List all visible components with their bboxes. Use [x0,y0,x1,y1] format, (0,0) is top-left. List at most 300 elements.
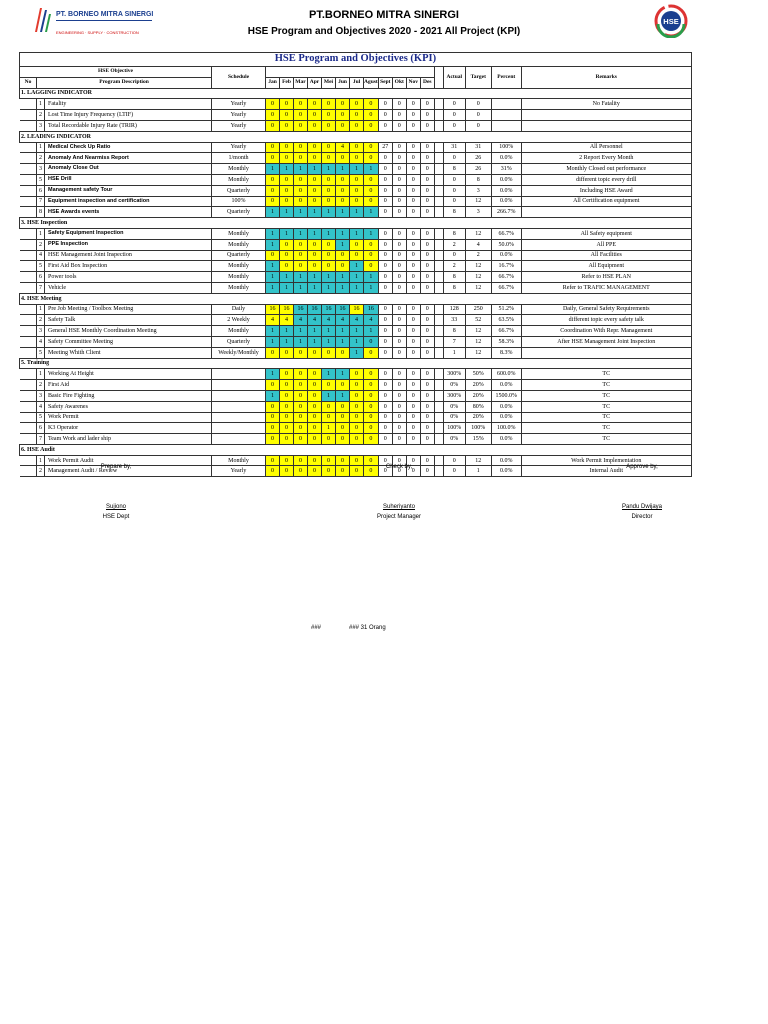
month-value: 1 [350,336,364,347]
month-value: 0 [294,390,308,401]
month-value: 0 [294,434,308,445]
month-value: 0 [378,423,392,434]
schedule-cell: Yearly [212,142,266,153]
month-value: 1 [308,228,322,239]
gap-cell [434,401,443,412]
program-description: First Aid Box Inspection [45,261,212,272]
month-value: 4 [266,315,280,326]
percent-value: 66.7% [491,282,521,293]
schedule-cell: Yearly [212,99,266,110]
percent-value: 0.0% [491,153,521,164]
month-value: 0 [378,250,392,261]
program-description: HSE Awards events [45,207,212,218]
month-value: 1 [336,272,350,283]
month-value: 16 [294,304,308,315]
month-value: 0 [322,174,336,185]
month-value: 0 [308,390,322,401]
month-value: 0 [336,174,350,185]
month-value: 0 [392,239,406,250]
month-value: 0 [378,412,392,423]
month-value: 0 [280,434,294,445]
gap-cell [434,272,443,283]
month-value: 0 [392,326,406,337]
remarks-value: 2 Report Every Month [521,153,691,164]
percent-value [491,99,521,110]
month-value: 1 [322,369,336,380]
month-value: 0 [406,282,420,293]
section-header [20,88,692,99]
schedule-cell: Quarterly [212,207,266,218]
month-value: 0 [392,196,406,207]
percent-value: 0.0% [491,380,521,391]
kpi-table [19,52,692,477]
percent-value: 0.0% [491,466,521,477]
month-value: 0 [336,347,350,358]
actual-value: 0 [443,174,465,185]
percent-value [491,110,521,121]
month-value: 0 [336,120,350,131]
actual-value: 0 [443,110,465,121]
month-value: 0 [406,153,420,164]
gap-cell [434,185,443,196]
month-value: 0 [420,282,434,293]
month-value: 0 [364,390,379,401]
month-value: 1 [322,272,336,283]
document-header [0,0,768,52]
month-value: 0 [266,380,280,391]
month-value: 0 [322,99,336,110]
actual-value: 0% [443,401,465,412]
month-value: 1 [294,326,308,337]
target-value: 12 [465,336,491,347]
actual-value: 128 [443,304,465,315]
actual-value: 0% [443,434,465,445]
month-value: 0 [392,434,406,445]
month-value: 0 [364,455,379,466]
target-value: 20% [465,412,491,423]
month-value: 0 [406,185,420,196]
month-value: 1 [266,228,280,239]
row-number: 4 [37,250,45,261]
month-value: 1 [322,164,336,175]
month-value: 0 [406,455,420,466]
remarks-value: Refer to HSE PLAN [521,272,691,283]
table-row [20,228,692,239]
program-description: Safety Equipment Inspection [45,228,212,239]
schedule-cell: Daily [212,304,266,315]
target-value: 20% [465,390,491,401]
gap-cell [434,423,443,434]
month-value: 0 [322,239,336,250]
month-value: 1 [336,228,350,239]
month-value: 0 [322,196,336,207]
row-spacer [20,390,37,401]
row-spacer [20,196,37,207]
month-value: 0 [280,196,294,207]
month-value: 0 [322,185,336,196]
month-value: 1 [336,390,350,401]
month-value: 0 [308,434,322,445]
month-value: 0 [420,304,434,315]
month-value: 0 [308,466,322,477]
program-description: Management Audit / Review [45,466,212,477]
actual-value: 8 [443,272,465,283]
month-value: 1 [350,207,364,218]
month-value: 0 [308,239,322,250]
signature-name: Pandu Dwijaya [621,504,663,510]
month-value: 0 [280,142,294,153]
month-value: 0 [350,196,364,207]
month-value: 0 [378,153,392,164]
header-month: Jul [350,77,364,88]
gap-cell [434,326,443,337]
percent-value: 100% [491,142,521,153]
month-value: 0 [308,99,322,110]
row-number: 2 [37,466,45,477]
month-value: 0 [322,142,336,153]
month-value: 0 [308,347,322,358]
month-value: 0 [294,174,308,185]
target-value: 0 [465,110,491,121]
month-value: 0 [322,466,336,477]
month-value: 0 [308,185,322,196]
program-description: HSE Drill [45,174,212,185]
month-value: 0 [308,401,322,412]
signature-dept: Director [631,514,653,520]
month-value: 1 [336,207,350,218]
month-value: 0 [364,99,379,110]
month-value: 0 [322,120,336,131]
schedule-cell: Yearly [212,110,266,121]
table-row [20,347,692,358]
gap-cell [434,196,443,207]
remarks-value: TC [521,380,691,391]
month-value: 0 [266,401,280,412]
signature-dept: Project Manager [376,514,422,520]
month-value: 4 [336,315,350,326]
actual-value: 7 [443,336,465,347]
month-value: 0 [406,434,420,445]
percent-value: 0.0% [491,174,521,185]
row-spacer [20,164,37,175]
month-value: 1 [294,272,308,283]
target-value: 3 [465,185,491,196]
month-value: 0 [364,142,379,153]
month-value: 0 [280,369,294,380]
month-value: 0 [322,401,336,412]
month-value: 1 [364,164,379,175]
row-number: 5 [37,412,45,423]
remarks-value [521,347,691,358]
month-value: 0 [266,185,280,196]
month-value: 0 [378,336,392,347]
schedule-cell: 100% [212,196,266,207]
row-number: 6 [37,185,45,196]
gap-cell [434,207,443,218]
gap-cell [434,380,443,391]
percent-value: 1500.0% [491,390,521,401]
month-value: 0 [322,110,336,121]
month-value: 1 [294,282,308,293]
program-description: Meeting Whith Client [45,347,212,358]
month-value: 0 [294,250,308,261]
month-value: 0 [294,455,308,466]
month-value: 0 [378,380,392,391]
schedule-cell [212,380,266,391]
month-value: 0 [280,455,294,466]
month-value: 0 [420,455,434,466]
row-number: 2 [37,315,45,326]
remarks-value: TC [521,423,691,434]
row-spacer [20,282,37,293]
month-value: 0 [406,369,420,380]
table-row [20,164,692,175]
month-value: 16 [336,304,350,315]
month-value: 0 [378,239,392,250]
month-value: 0 [378,455,392,466]
month-value: 1 [280,207,294,218]
program-description: Working At Height [45,369,212,380]
gap-cell [434,120,443,131]
actual-value: 8 [443,228,465,239]
program-description: Equipment inspection and certification [45,196,212,207]
actual-value: 300% [443,369,465,380]
percent-value: 600.0% [491,369,521,380]
row-spacer [20,228,37,239]
month-value: 0 [336,153,350,164]
section-title: 4. HSE Meeting [20,293,692,304]
actual-value: 0 [443,153,465,164]
header-target: Target [465,67,491,89]
month-value: 4 [280,315,294,326]
month-value: 0 [336,466,350,477]
month-value: 0 [420,380,434,391]
month-value: 1 [308,207,322,218]
gap-cell [434,315,443,326]
month-value: 0 [392,120,406,131]
row-spacer [20,120,37,131]
month-value: 0 [420,250,434,261]
row-spacer [20,315,37,326]
month-value: 1 [364,272,379,283]
percent-value: 0.0% [491,412,521,423]
month-value: 0 [294,380,308,391]
month-value: 0 [294,153,308,164]
month-value: 4 [350,315,364,326]
signature-block [0,460,768,530]
month-value: 0 [364,401,379,412]
month-value: 0 [364,336,379,347]
target-value: 4 [465,239,491,250]
month-value: 0 [406,326,420,337]
table-banner: HSE Program and Objectives (KPI) [20,53,692,67]
month-value: 0 [266,142,280,153]
month-value: 16 [350,304,364,315]
table-row [20,120,692,131]
month-value: 0 [378,466,392,477]
actual-value: 100% [443,423,465,434]
table-row [20,99,692,110]
remarks-value: Daily, General Safety Requirements [521,304,691,315]
month-value: 0 [266,99,280,110]
actual-value: 0 [443,185,465,196]
actual-value: 0 [443,455,465,466]
month-value: 0 [364,412,379,423]
row-number: 2 [37,153,45,164]
month-value: 0 [350,120,364,131]
actual-value: 0 [443,250,465,261]
month-value: 0 [350,110,364,121]
row-number: 5 [37,347,45,358]
month-value: 0 [364,423,379,434]
gap-cell [434,347,443,358]
section-header [20,444,692,455]
month-value: 0 [420,228,434,239]
table-row [20,380,692,391]
month-value: 1 [350,164,364,175]
month-value: 0 [322,455,336,466]
month-value: 0 [364,347,379,358]
remarks-value: Including HSE Award [521,185,691,196]
month-value: 1 [280,326,294,337]
month-value: 1 [266,164,280,175]
month-value: 1 [308,336,322,347]
month-value: 1 [322,336,336,347]
actual-value: 300% [443,390,465,401]
month-value: 0 [266,347,280,358]
month-value: 1 [280,336,294,347]
actual-value: 8 [443,326,465,337]
month-value: 0 [280,174,294,185]
target-value: 31 [465,142,491,153]
row-spacer [20,380,37,391]
month-value: 0 [322,261,336,272]
actual-value: 8 [443,164,465,175]
row-spacer [20,304,37,315]
program-description: Team Work and lader ship [45,434,212,445]
header-actual: Actual [443,67,465,89]
month-value: 1 [266,326,280,337]
month-value: 0 [350,466,364,477]
percent-value: 66.7% [491,326,521,337]
month-value: 0 [280,99,294,110]
row-spacer [20,272,37,283]
row-number: 5 [37,174,45,185]
month-value: 0 [294,120,308,131]
row-number: 6 [37,272,45,283]
table-row [20,239,692,250]
program-description: Anomaly And Nearmiss Report [45,153,212,164]
table-row [20,369,692,380]
target-value: 250 [465,304,491,315]
gap-cell [434,412,443,423]
month-value: 0 [392,153,406,164]
month-value: 0 [392,142,406,153]
percent-value: 0.0% [491,401,521,412]
month-value: 0 [350,174,364,185]
gap-cell [434,434,443,445]
month-value: 1 [364,228,379,239]
actual-value: 0% [443,412,465,423]
month-value: 0 [406,401,420,412]
month-value: 0 [294,412,308,423]
month-value: 0 [280,250,294,261]
month-value: 1 [266,272,280,283]
actual-value: 33 [443,315,465,326]
month-value: 0 [280,153,294,164]
month-value: 0 [420,272,434,283]
schedule-cell: Yearly [212,466,266,477]
month-value: 0 [322,380,336,391]
month-value: 0 [406,423,420,434]
month-value: 0 [322,347,336,358]
table-row [20,336,692,347]
row-spacer [20,185,37,196]
section-title: 6. HSE Audit [20,444,692,455]
month-value: 0 [406,207,420,218]
percent-value: 0.0% [491,434,521,445]
section-header [20,293,692,304]
month-value: 0 [420,261,434,272]
month-value: 0 [336,380,350,391]
month-value: 0 [350,380,364,391]
target-value: 12 [465,455,491,466]
table-row [20,315,692,326]
gap-cell [434,174,443,185]
program-description: General HSE Monthly Coordination Meeting [45,326,212,337]
month-value: 1 [364,282,379,293]
row-spacer [20,326,37,337]
month-value: 1 [350,282,364,293]
percent-value: 0.0% [491,185,521,196]
remarks-value [521,120,691,131]
month-value: 0 [420,110,434,121]
month-value: 0 [364,466,379,477]
row-number: 4 [37,336,45,347]
month-value: 0 [350,423,364,434]
header-month: Nov [406,77,420,88]
month-value: 4 [308,315,322,326]
table-row [20,250,692,261]
gap-cell [434,282,443,293]
month-value: 0 [378,228,392,239]
program-description: Management safety Tour [45,185,212,196]
month-value: 0 [406,261,420,272]
month-value: 0 [322,412,336,423]
month-value: 0 [294,99,308,110]
percent-value: 66.7% [491,228,521,239]
month-value: 0 [308,196,322,207]
month-value: 0 [378,207,392,218]
percent-value: 100.0% [491,423,521,434]
signature-name: Suheriyanto [382,504,416,510]
month-value: 0 [378,347,392,358]
table-row [20,326,692,337]
target-value: 12 [465,196,491,207]
month-value: 1 [350,228,364,239]
month-value: 0 [308,250,322,261]
month-value: 0 [336,261,350,272]
program-description: Anomaly Close Out [45,164,212,175]
target-value: 1 [465,466,491,477]
month-value: 0 [294,239,308,250]
month-value: 0 [406,412,420,423]
program-description: K3 Operator [45,423,212,434]
month-value: 1 [350,272,364,283]
month-value: 0 [378,304,392,315]
month-value: 0 [406,110,420,121]
month-value: 0 [266,174,280,185]
